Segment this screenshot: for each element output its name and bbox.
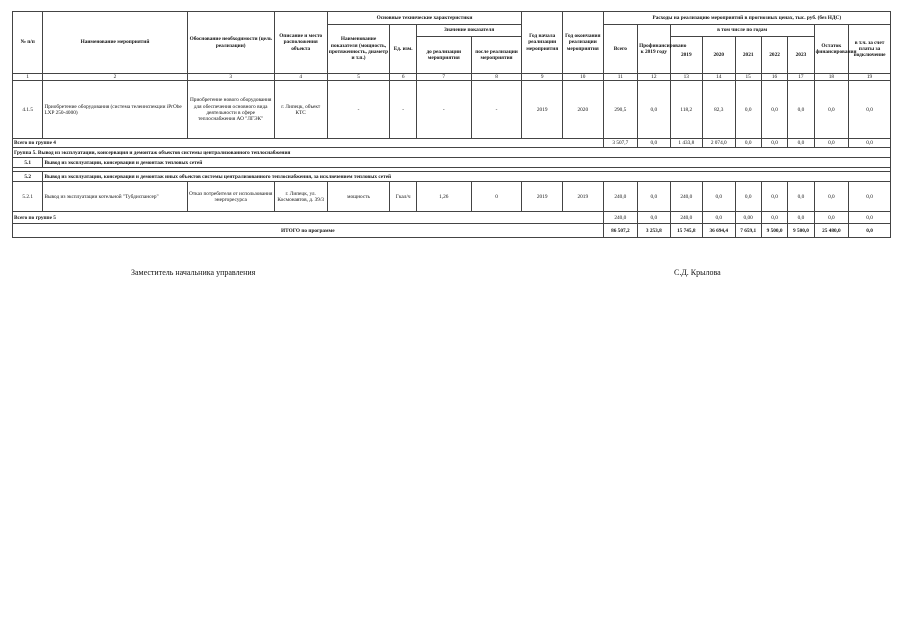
header-before: до реализации мероприятия	[416, 37, 471, 74]
total-group-4-total: 3 507,7	[603, 139, 638, 148]
row-2019: 118,2	[670, 81, 702, 139]
section-number: 5.1	[13, 158, 43, 168]
row-year-start: 2019	[522, 81, 563, 139]
header-year-end: Год окончания реализации мероприятия	[563, 12, 604, 74]
header-main-characteristics: Основные технические характеристики	[327, 12, 522, 25]
section-title: Вывод из эксплуатации, консервация и демонтаж тепловых сетей	[43, 158, 891, 168]
grand-total-2023: 9 500,0	[788, 224, 814, 238]
row-2021: 0,0	[735, 182, 761, 212]
total-group-5-fee: 0,0	[849, 212, 891, 224]
col-number: 15	[735, 74, 761, 81]
row-2022: 0,0	[761, 182, 787, 212]
grand-total-total: 86 507,2	[603, 224, 638, 238]
total-group-4-label: Всего по группе 4	[13, 139, 604, 148]
table-row	[13, 182, 891, 212]
row-2020: 0,0	[703, 182, 735, 212]
grand-total-row	[13, 224, 891, 238]
grand-total-fee: 0,0	[849, 224, 891, 238]
col-number: 17	[788, 74, 814, 81]
row-2019: 240,0	[670, 182, 702, 212]
header-unit: Ед. изм.	[390, 25, 416, 74]
header-2019: 2019	[670, 37, 702, 74]
header-2020: 2020	[703, 37, 735, 74]
header-description: Описание и место расположения объекта	[274, 12, 327, 74]
total-group-5-financed: 0,0	[638, 212, 670, 224]
header-2021: 2021	[735, 37, 761, 74]
table-row	[13, 81, 891, 139]
grand-total-2022: 9 500,0	[761, 224, 787, 238]
total-group-4-2019: 1 433,8	[670, 139, 702, 148]
col-number: 12	[638, 74, 670, 81]
total-group-5-row	[13, 212, 891, 224]
row-financed: 0,0	[638, 81, 670, 139]
row-fee: 0,0	[849, 182, 891, 212]
grand-total-2019: 15 745,8	[670, 224, 702, 238]
row-2020: 82,3	[703, 81, 735, 139]
row-year-start: 2019	[522, 182, 563, 212]
row-year-end: 2019	[563, 182, 604, 212]
total-group-5-remaining: 0,0	[814, 212, 849, 224]
grand-total-label: ИТОГО по программе	[13, 224, 604, 238]
header-costs: Расходы на реализацию мероприятий в прогнозных ценах, тыс. руб. (без НДС)	[603, 12, 890, 25]
grand-total-financed: 3 253,8	[638, 224, 670, 238]
total-group-5-2023: 0,0	[788, 212, 814, 224]
row-description: г. Липецк, объект КТС	[274, 81, 327, 139]
row-before: -	[416, 81, 471, 139]
total-group-4-financed: 0,0	[638, 139, 670, 148]
total-group-4-2022: 0,0	[761, 139, 787, 148]
total-group-5-2019: 240,0	[670, 212, 702, 224]
header-2022: 2022	[761, 37, 787, 74]
row-unit: -	[390, 81, 416, 139]
header-year-start: Год начала реализации мероприятия	[522, 12, 563, 74]
header-by-years: в том числе по годам	[670, 25, 814, 37]
col-number: 5	[327, 74, 390, 81]
total-group-4-remaining: 0,0	[814, 139, 849, 148]
program-table	[12, 11, 891, 238]
row-2021: 0,0	[735, 81, 761, 139]
col-number: 2	[43, 74, 187, 81]
total-group-5-2021: 0,00	[735, 212, 761, 224]
row-remaining: 0,0	[814, 182, 849, 212]
row-2022: 0,0	[761, 81, 787, 139]
total-group-4-2021: 0,0	[735, 139, 761, 148]
col-number: 7	[416, 74, 471, 81]
row-indicator: мощность	[327, 182, 390, 212]
total-group-5-2020: 0,0	[703, 212, 735, 224]
row-2023: 0,0	[788, 81, 814, 139]
row-description: г. Липецк, ул. Космонавтов, д. 39/3	[274, 182, 327, 212]
col-number: 6	[390, 74, 416, 81]
col-number: 14	[703, 74, 735, 81]
row-2023: 0,0	[788, 182, 814, 212]
row-financed: 0,0	[638, 182, 670, 212]
col-number: 3	[187, 74, 274, 81]
col-number: 9	[522, 74, 563, 81]
header-incl-fee: в т.ч. за счет платы за подключение	[849, 25, 891, 74]
total-group-4-row	[13, 139, 891, 148]
signature-position: Заместитель начальника управления	[131, 268, 256, 277]
header-indicator-name: Наименование показателя (мощность, протяженность, диаметр и т.п.)	[327, 25, 390, 74]
signature-name: С.Д. Крылова	[674, 268, 721, 277]
row-after: 0	[471, 182, 522, 212]
total-group-4-2023: 0,0	[788, 139, 814, 148]
col-number: 1	[13, 74, 43, 81]
total-group-5-2022: 0,0	[761, 212, 787, 224]
row-before: 1,26	[416, 182, 471, 212]
grand-total-2021: 7 659,1	[735, 224, 761, 238]
col-number: 4	[274, 74, 327, 81]
row-remaining: 0,0	[814, 81, 849, 139]
col-number: 16	[761, 74, 787, 81]
header-indicator-values: Значение показателя	[416, 25, 522, 37]
section-title: Вывод из эксплуатации, консервация и демонтаж иных объектов системы централизованного теплоснабжения, за исключением тепловых сетей	[43, 172, 891, 182]
section-number: 5.2	[13, 172, 43, 182]
col-number: 19	[849, 74, 891, 81]
row-after: -	[471, 81, 522, 139]
row-reason: Приобретение нового оборудования для обеспечения основного вида деятельности в сфере теплоснабжения АО "ЛГЭК"	[187, 81, 274, 139]
header-name: Наименование мероприятий	[43, 12, 187, 74]
row-total: 290,5	[603, 81, 638, 139]
col-number: 18	[814, 74, 849, 81]
col-number: 10	[563, 74, 604, 81]
group-5-heading: Группа 5. Вывод из эксплуатации, консервация и демонтаж объектов системы централизованного теплоснабжения	[13, 148, 891, 158]
row-year-end: 2020	[563, 81, 604, 139]
row-name: Приобретение оборудования (система телеинспекции iPrObe LXP 250-4000)	[43, 81, 187, 139]
row-name: Вывод из эксплуатации котельной "Тубдиспансер"	[43, 182, 187, 212]
total-group-4-fee: 0,0	[849, 139, 891, 148]
total-group-4-2020: 2 074,0	[703, 139, 735, 148]
col-number: 13	[670, 74, 702, 81]
grand-total-remaining: 25 480,0	[814, 224, 849, 238]
header-reason: Обоснование необходимости (цель реализации)	[187, 12, 274, 74]
grand-total-2020: 36 694,4	[703, 224, 735, 238]
total-group-5-label: Всего по группе 5	[13, 212, 604, 224]
row-total: 240,0	[603, 182, 638, 212]
row-number: 4.1.5	[13, 81, 43, 139]
col-number: 8	[471, 74, 522, 81]
header-num: № п/п	[13, 12, 43, 74]
row-number: 5.2.1	[13, 182, 43, 212]
total-group-5-total: 240,0	[603, 212, 638, 224]
header-after: после реализации мероприятия	[471, 37, 522, 74]
col-number: 11	[603, 74, 638, 81]
row-unit: Гкал/ч	[390, 182, 416, 212]
header-financed: Профинансировано к 2019 году	[638, 25, 670, 74]
header-2023: 2023	[788, 37, 814, 74]
row-reason: Отказ потребителя от использования энергоресурса	[187, 182, 274, 212]
header-total: Всего	[603, 25, 638, 74]
row-indicator: -	[327, 81, 390, 139]
row-fee: 0,0	[849, 81, 891, 139]
header-remaining: Остаток финансирования	[814, 25, 849, 74]
